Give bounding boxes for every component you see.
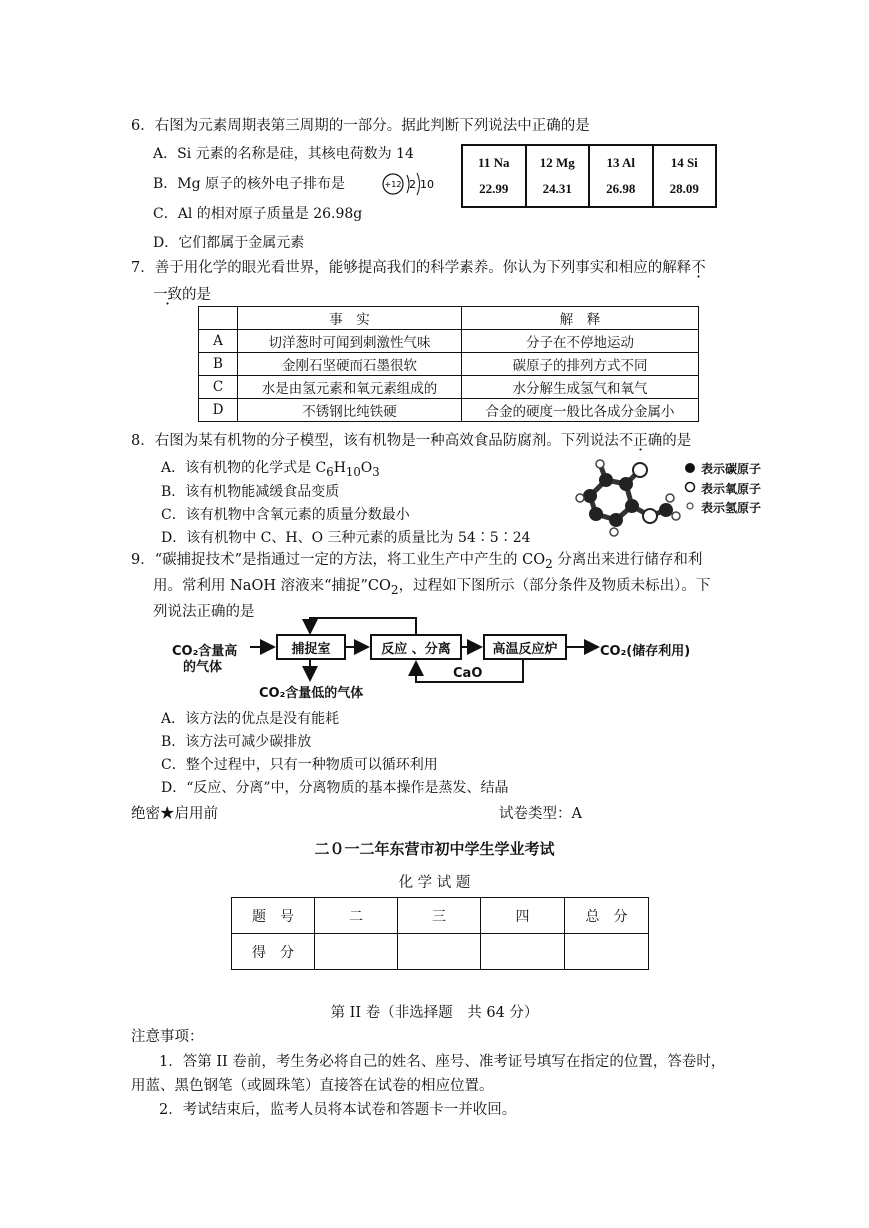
element-cell-na: 11 Na 22.99 [463,146,527,206]
atom-nucleus-label: +12 [384,180,402,189]
q9-option-b: B．该方法可减少碳排放 [161,734,312,750]
atom-shell-2: 10 [420,178,434,191]
flow-box-reaction-separation: 反应 、分离 [370,634,462,660]
legend-carbon: 表示碳原子 [701,462,762,476]
q6-option-a: A．Si 元素的名称是硅，其核电荷数为 14 [153,146,414,162]
q6-option-b: B．Mg 原子的核外电子排布是 [153,176,346,192]
q9-option-c: C．整个过程中，只有一种物质可以循环利用 [161,757,438,773]
flow-output: CO₂(储存利用) [600,644,691,659]
q8-option-a: A．该有机物的化学式是 $C_6H_{10}O_3$ [161,460,380,479]
flow-input-line1: CO₂含量高 [172,644,238,659]
legend-hydrogen: 表示氢原子 [701,501,762,515]
q9-stem-line3: 列说法正确的是 [153,604,255,620]
flow-low-co2-output: CO₂含量低的气体 [259,686,364,701]
notes-title: 注意事项： [131,1029,204,1045]
q9-option-a: A．该方法的优点是没有能耗 [161,711,340,727]
periodic-table-strip [461,144,717,208]
atom-shell-1: 2 [409,178,416,191]
q8-option-c: C．该有机物中含氧元素的质量分数最小 [161,507,410,523]
q7-emphasis-1: 不 [691,260,706,276]
paper-type-label: 试卷类型：A [499,806,582,822]
q6-option-c: C．Al 的相对原子质量是 26.98g [153,206,363,222]
table-row: D 不锈钢比纯铁硬 合金的硬度一般比各成分金属小 [199,399,699,422]
element-cell-mg: 12 Mg 24.31 [527,146,591,206]
q8-emphasis: 不正确 [618,433,663,449]
note-2: 2．考试结束后，监考人员将本试卷和答题卡一并收回。 [159,1102,517,1118]
q6-stem: 6．右图为元素周期表第三周期的一部分。据此判断下列说法中正确的是 [131,118,590,134]
q7-facts-table [198,306,699,422]
flow-arrows [240,612,610,686]
exam-title: 二０一二年东营市初中学生学业考试 [314,840,555,858]
legend-oxygen: 表示氧原子 [701,482,762,496]
note-1-line2: 用蓝、黑色钢笔（或圆珠笔）直接答在试卷的相应位置。 [131,1078,494,1094]
legend-markers [684,462,696,514]
q7-stem-line2: 一致的是 [153,287,211,303]
q9-option-d: D．“反应、分离”中，分离物质的基本操作是蒸发、结晶 [161,780,509,796]
table-row: B 金刚石坚硬而石墨很软 碳原子的排列方式不同 [199,353,699,376]
secret-label: 绝密★启用前 [131,806,218,822]
q9-stem-line2: 用。常利用 NaOH 溶液来“捕捉$”CO_2$，过程如下图所示（部分条件及物质未标出）。下 [153,578,711,597]
table-row: 事 实 解 释 [199,307,699,330]
table-row: A 切洋葱时可闻到刺激性气味 分子在不停地运动 [199,330,699,353]
element-cell-al: 13 Al 26.98 [590,146,654,206]
flow-box-high-temp-furnace: 高温反应炉 [483,634,567,660]
q8-option-b: B．该有机物能减缓食品变质 [161,484,340,500]
table-row: 得 分 [232,934,649,970]
q6-option-d: D．它们都属于金属元素 [153,235,305,251]
note-1-line1: 1．答第 II 卷前，考生务必将自己的姓名、座号、准考证号填写在指定的位置，答卷时， [159,1054,726,1070]
q8-option-d: D．该有机物中 C、H、O 三种元素的质量比为 54∶5∶24 [161,530,531,546]
mg-atom-structure-diagram [380,168,436,202]
score-table [231,897,649,970]
molecule-model-diagram [570,454,682,540]
table-row: C 水是由氢元素和氧元素组成的 水分解生成氢气和氧气 [199,376,699,399]
q7-stem-line1: 7．善于用化学的眼光看世界，能够提高我们的科学素养。你认为下列事实和相应的解释不 [131,260,706,276]
q8-stem: 8．右图为某有机物的分子模型，该有机物是一种高效食品防腐剂。下列说法不正确的是 [131,433,692,449]
subject-title: 化 学 试 题 [398,875,471,891]
flow-input-line2: 的气体 [183,660,223,675]
q7-emphasis-2: 一致 [153,287,182,303]
table-row: 题 号 二 三 四 总 分 [232,898,649,934]
part2-title: 第 II 卷（非选择题 共 64 分） [330,1005,539,1021]
flow-box-capture-chamber: 捕捉室 [276,634,346,660]
element-cell-si: 14 Si 28.09 [669,155,699,196]
flow-cao-label: CaO [453,666,483,681]
q9-stem-line1: 9．“碳捕捉技术”是指通过一定的方法，将工业生产中产生的 $CO_2$ 分离出来进行储存和利 [131,552,703,571]
